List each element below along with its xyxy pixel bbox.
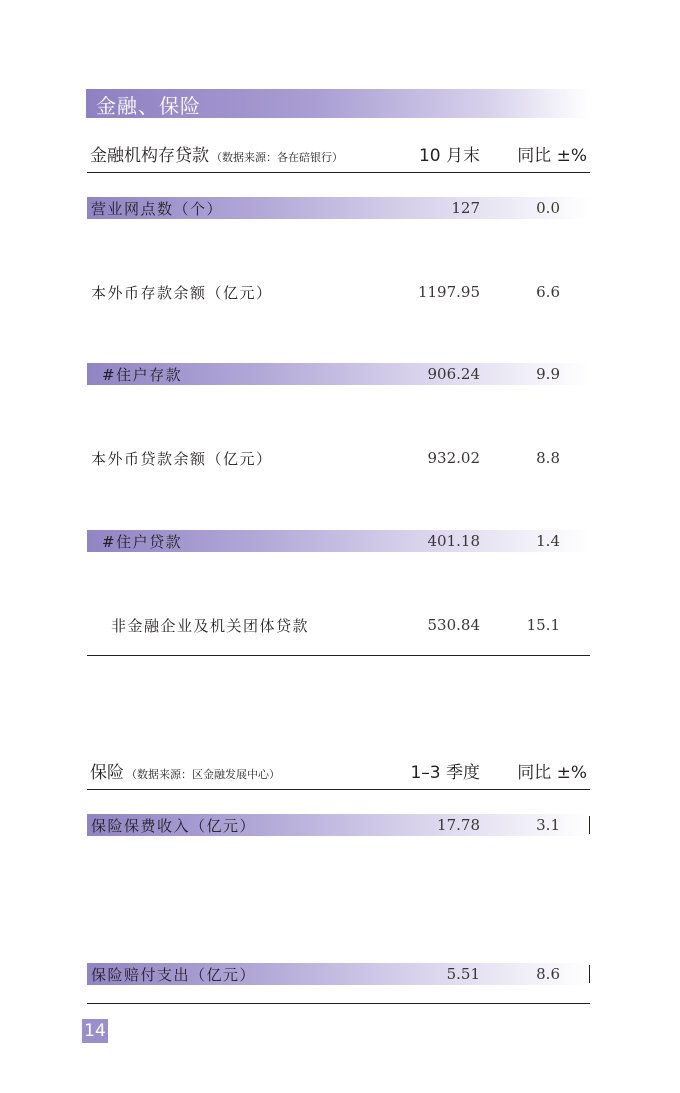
finance-table-header [90, 145, 590, 171]
finance-data-source: （数据来源：各在碚银行） [211, 151, 343, 164]
row-label: 本外币贷款余额（亿元） [91, 450, 273, 468]
row-label: #住户贷款 [102, 533, 183, 551]
row-label: 营业网点数（个） [91, 200, 224, 218]
row-label: 本外币存款余额（亿元） [91, 284, 273, 302]
insurance-col-period: 1–3 季度 [410, 763, 480, 783]
insurance-table-title: 保险 （数据来源：区金融发展中心） [90, 763, 280, 783]
insurance-col-yoy: 同比 ±% [517, 763, 587, 783]
table-row [87, 197, 590, 219]
finance-bottom-rule [87, 655, 590, 656]
section-banner [86, 89, 589, 118]
table-row [87, 447, 590, 469]
section-title: 金融、保险 [96, 94, 201, 118]
insurance-header-rule [87, 789, 590, 790]
row-yoy: 9.9 [536, 365, 560, 383]
row-label: 非金融企业及机关团体贷款 [111, 617, 310, 635]
row-label: 保险保费收入（亿元） [91, 817, 257, 835]
row-end-tick [589, 965, 590, 983]
table-row [87, 814, 590, 836]
table-row [87, 363, 590, 385]
table-row [87, 530, 590, 552]
row-label: 保险赔付支出（亿元） [91, 966, 257, 984]
row-value: 401.18 [427, 532, 480, 550]
row-yoy: 0.0 [536, 199, 560, 217]
row-value: 906.24 [427, 365, 480, 383]
row-value: 1197.95 [417, 283, 480, 301]
table-row [87, 281, 590, 303]
row-yoy: 8.6 [536, 965, 560, 983]
insurance-data-source: （数据来源：区金融发展中心） [126, 768, 280, 781]
row-yoy: 6.6 [536, 283, 560, 301]
row-end-tick [589, 816, 590, 834]
row-value: 530.84 [427, 616, 480, 634]
insurance-table-header [90, 762, 590, 788]
row-yoy: 8.8 [536, 449, 560, 467]
finance-table-title: 金融机构存贷款 （数据来源：各在碚银行） [90, 146, 343, 166]
row-label: #住户存款 [102, 366, 183, 384]
table-row [87, 614, 590, 636]
row-yoy: 3.1 [536, 816, 560, 834]
row-value: 17.78 [437, 816, 480, 834]
row-yoy: 1.4 [536, 532, 560, 550]
finance-header-rule [87, 172, 590, 173]
finance-col-period: 10 月末 [418, 146, 480, 166]
table-row [87, 963, 590, 985]
page-number: 14 [82, 1019, 108, 1043]
row-value: 127 [451, 199, 480, 217]
finance-col-yoy: 同比 ±% [517, 146, 587, 166]
row-yoy: 15.1 [526, 616, 560, 634]
insurance-bottom-rule [87, 1003, 590, 1004]
row-value: 5.51 [446, 965, 480, 983]
row-value: 932.02 [427, 449, 480, 467]
